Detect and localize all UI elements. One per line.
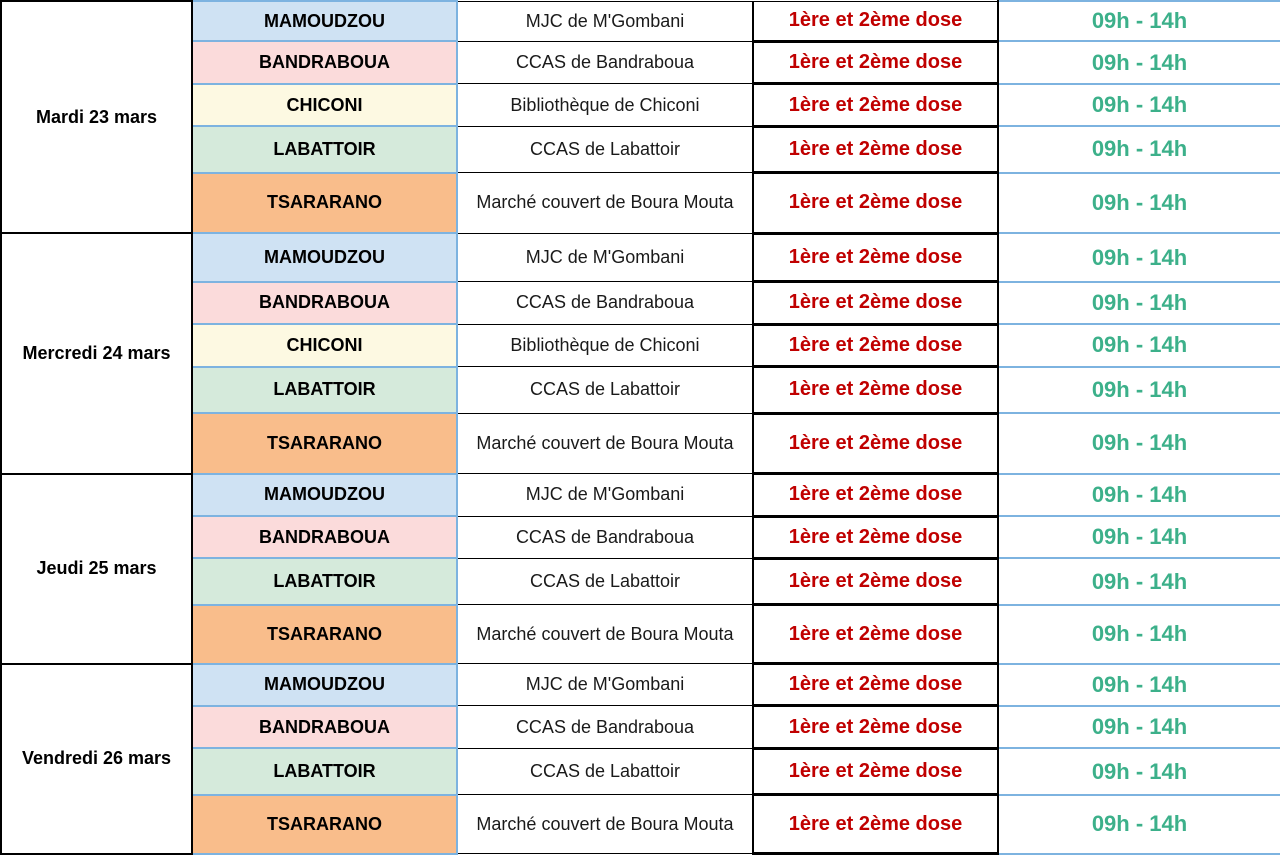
commune-cell: LABATTOIR (192, 367, 457, 413)
hours-cell: 09h - 14h (998, 84, 1280, 126)
location-cell: Marché couvert de Boura Mouta (457, 605, 753, 664)
location-cell: Marché couvert de Boura Mouta (457, 413, 753, 474)
hours-cell: 09h - 14h (998, 664, 1280, 706)
commune-cell: MAMOUDZOU (192, 664, 457, 706)
commune-cell: LABATTOIR (192, 748, 457, 794)
commune-cell: LABATTOIR (192, 558, 457, 604)
location-cell: Marché couvert de Boura Mouta (457, 173, 753, 234)
location-cell: Bibliothèque de Chiconi (457, 324, 753, 366)
location-cell: CCAS de Labattoir (457, 558, 753, 604)
commune-cell: TSARARANO (192, 605, 457, 664)
dose-cell: 1ère et 2ème dose (753, 1, 998, 41)
table-row (1, 413, 1280, 474)
dose-cell: 1ère et 2ème dose (753, 84, 998, 126)
location-cell: CCAS de Labattoir (457, 367, 753, 413)
dose-cell: 1ère et 2ème dose (753, 516, 998, 558)
location-cell: CCAS de Bandraboua (457, 41, 753, 83)
table-row (1, 605, 1280, 664)
hours-cell: 09h - 14h (998, 413, 1280, 474)
day-label: Mardi 23 mars (1, 1, 192, 233)
dose-cell: 1ère et 2ème dose (753, 173, 998, 234)
commune-cell: MAMOUDZOU (192, 1, 457, 41)
table-row (1, 84, 1280, 126)
hours-cell: 09h - 14h (998, 706, 1280, 748)
dose-cell: 1ère et 2ème dose (753, 474, 998, 516)
commune-cell: CHICONI (192, 324, 457, 366)
hours-cell: 09h - 14h (998, 748, 1280, 794)
dose-cell: 1ère et 2ème dose (753, 706, 998, 748)
table-row (1, 474, 1280, 516)
commune-cell: CHICONI (192, 84, 457, 126)
table-row (1, 282, 1280, 324)
table-row (1, 795, 1280, 854)
dose-cell: 1ère et 2ème dose (753, 367, 998, 413)
day-label: Vendredi 26 mars (1, 664, 192, 854)
table-row (1, 664, 1280, 706)
dose-cell: 1ère et 2ème dose (753, 795, 998, 854)
commune-cell: BANDRABOUA (192, 706, 457, 748)
table-row (1, 1, 1280, 41)
location-cell: MJC de M'Gombani (457, 664, 753, 706)
commune-cell: BANDRABOUA (192, 282, 457, 324)
commune-cell: TSARARANO (192, 173, 457, 234)
table-row (1, 126, 1280, 172)
location-cell: MJC de M'Gombani (457, 1, 753, 41)
hours-cell: 09h - 14h (998, 41, 1280, 83)
hours-cell: 09h - 14h (998, 605, 1280, 664)
day-label: Mercredi 24 mars (1, 233, 192, 473)
dose-cell: 1ère et 2ème dose (753, 41, 998, 83)
hours-cell: 09h - 14h (998, 173, 1280, 234)
hours-cell: 09h - 14h (998, 558, 1280, 604)
location-cell: Bibliothèque de Chiconi (457, 84, 753, 126)
dose-cell: 1ère et 2ème dose (753, 282, 998, 324)
commune-cell: BANDRABOUA (192, 516, 457, 558)
hours-cell: 09h - 14h (998, 795, 1280, 854)
location-cell: Marché couvert de Boura Mouta (457, 795, 753, 854)
commune-cell: BANDRABOUA (192, 41, 457, 83)
table-row (1, 558, 1280, 604)
hours-cell: 09h - 14h (998, 126, 1280, 172)
hours-cell: 09h - 14h (998, 516, 1280, 558)
dose-cell: 1ère et 2ème dose (753, 233, 998, 281)
table-row (1, 748, 1280, 794)
location-cell: CCAS de Labattoir (457, 748, 753, 794)
day-label: Jeudi 25 mars (1, 474, 192, 664)
hours-cell: 09h - 14h (998, 324, 1280, 366)
hours-cell: 09h - 14h (998, 474, 1280, 516)
table-row (1, 173, 1280, 234)
dose-cell: 1ère et 2ème dose (753, 664, 998, 706)
location-cell: CCAS de Bandraboua (457, 282, 753, 324)
table-row (1, 706, 1280, 748)
commune-cell: LABATTOIR (192, 126, 457, 172)
dose-cell: 1ère et 2ème dose (753, 324, 998, 366)
hours-cell: 09h - 14h (998, 233, 1280, 281)
table-row (1, 324, 1280, 366)
hours-cell: 09h - 14h (998, 367, 1280, 413)
location-cell: CCAS de Labattoir (457, 126, 753, 172)
dose-cell: 1ère et 2ème dose (753, 413, 998, 474)
dose-cell: 1ère et 2ème dose (753, 605, 998, 664)
table-row (1, 41, 1280, 83)
dose-cell: 1ère et 2ème dose (753, 126, 998, 172)
commune-cell: TSARARANO (192, 413, 457, 474)
table-row (1, 367, 1280, 413)
table-row (1, 516, 1280, 558)
hours-cell: 09h - 14h (998, 282, 1280, 324)
commune-cell: TSARARANO (192, 795, 457, 854)
location-cell: MJC de M'Gombani (457, 233, 753, 281)
commune-cell: MAMOUDZOU (192, 233, 457, 281)
location-cell: MJC de M'Gombani (457, 474, 753, 516)
hours-cell: 09h - 14h (998, 1, 1280, 41)
location-cell: CCAS de Bandraboua (457, 516, 753, 558)
dose-cell: 1ère et 2ème dose (753, 748, 998, 794)
dose-cell: 1ère et 2ème dose (753, 558, 998, 604)
table-row (1, 233, 1280, 281)
commune-cell: MAMOUDZOU (192, 474, 457, 516)
location-cell: CCAS de Bandraboua (457, 706, 753, 748)
